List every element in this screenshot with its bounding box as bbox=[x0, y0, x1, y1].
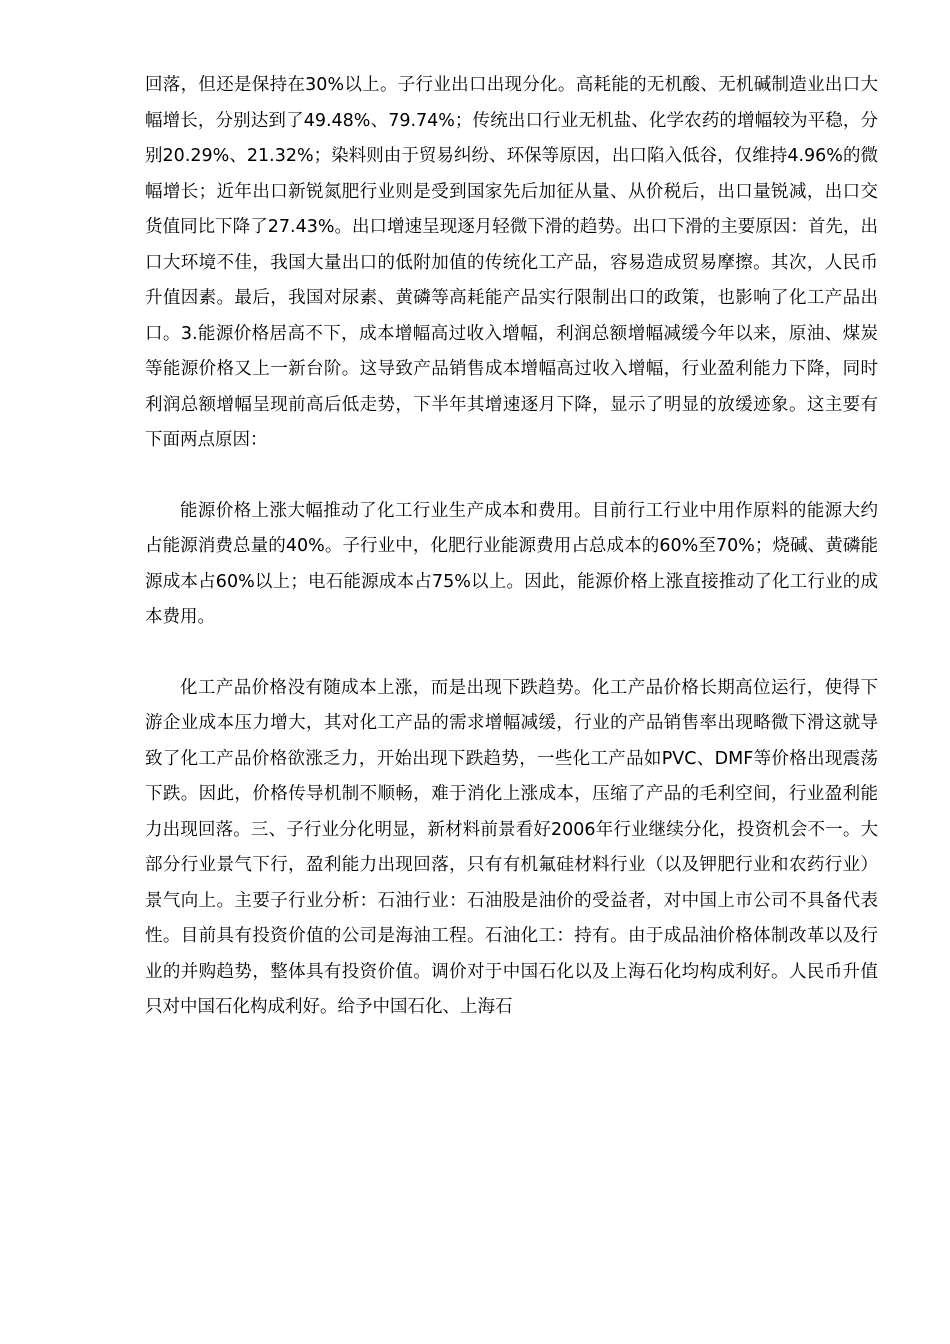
paragraph-export-and-energy: 回落，但还是保持在30%以上。子行业出口出现分化。高耗能的无机酸、无机碱制造业出口大幅增长，分别达到了49.48%、79.74%；传统出口行业无机盐、化学农药的增幅较为平稳，分别20.29%、21.32%；染料则由于贸易纠纷、环保等原因，出口陷入低谷，仅维持4.96%的微幅增长；近年出口新锐氮肥行业则是受到国家先后加征从量、从价税后，出口量锐减，出口交货值同比下降了27.43%。出口增速呈现逐月轻微下滑的趋势。出口下滑的主要原因：首先，出口大环境不佳，我国大量出口的低附加值的传统化工产品，容易造成贸易摩擦。其次，人民币升值因素。最后，我国对尿素、黄磷等高耗能产品实行限制出口的政策，也影响了化工产品出口。3.能源价格居高不下，成本增幅高过收入增幅，利润总额增幅减缓今年以来，原油、煤炭等能源价格又上一新台阶。这导致产品销售成本增幅高过收入增幅，行业盈利能力下降，同时利润总额增幅呈现前高后低走势，下半年其增速逐月下降，显示了明显的放缓迹象。这主要有下面两点原因： bbox=[145, 75, 878, 450]
paragraph-gap bbox=[145, 636, 878, 671]
paragraph-gap bbox=[145, 459, 878, 494]
paragraph-energy-cost: 能源价格上涨大幅推动了化工行业生产成本和费用。目前行工行业中用作原料的能源大约占能源消费总量的40%。子行业中，化肥行业能源费用占总成本的60%至70%；烧碱、黄磷能源成本占60%以上；电石能源成本占75%以上。因此，能源价格上涨直接推动了化工行业的成本费用。 bbox=[145, 500, 878, 627]
document-body bbox=[145, 68, 878, 1026]
paragraph-product-price: 化工产品价格没有随成本上涨，而是出现下跌趋势。化工产品价格长期高位运行，使得下游企业成本压力增大，其对化工产品的需求增幅减缓，行业的产品销售率出现略微下滑这就导致了化工产品价格欲涨乏力，开始出现下跌趋势，一些化工产品如PVC、DMF等价格出现震荡下跌。因此，价格传导机制不顺畅，难于消化上涨成本，压缩了产品的毛利空间，行业盈利能力出现回落。三、子行业分化明显，新材料前景看好2006年行业继续分化，投资机会不一。大部分行业景气下行，盈利能力出现回落，只有有机氟硅材料行业（以及钾肥行业和农药行业）景气向上。主要子行业分析：石油行业：石油股是油价的受益者，对中国上市公司不具备代表性。目前具有投资价值的公司是海油工程。石油化工：持有。由于成品油价格体制改革以及行业的并购趋势，整体具有投资价值。调价对于中国石化以及上海石化均构成利好。人民币升值只对中国石化构成利好。给予中国石化、上海石 bbox=[145, 677, 878, 1017]
